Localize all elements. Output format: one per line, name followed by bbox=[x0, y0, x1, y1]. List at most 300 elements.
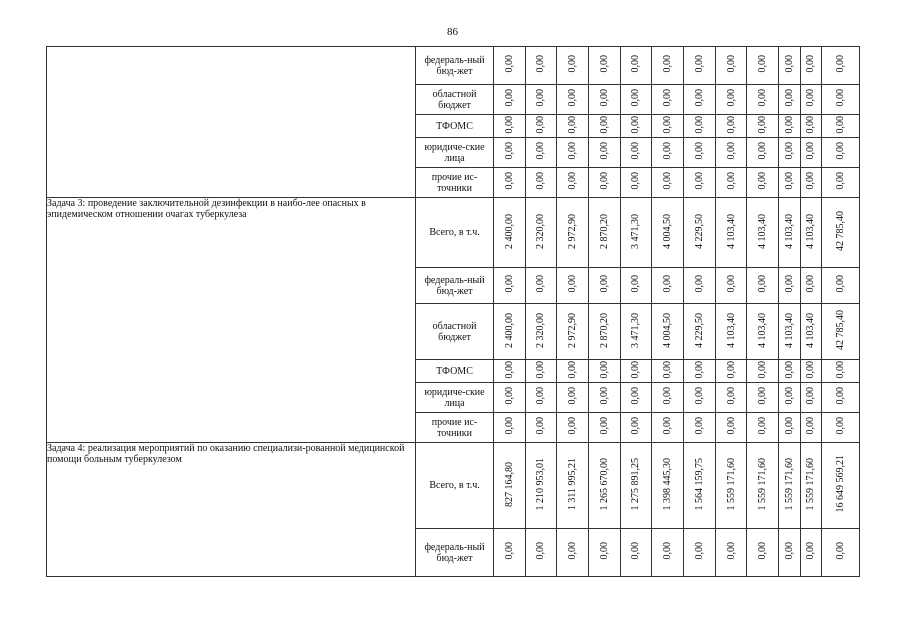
amount-cell bbox=[800, 47, 821, 85]
funding-source: ТФОМС bbox=[416, 360, 494, 383]
amount-value: 0,00 bbox=[805, 275, 817, 293]
amount-cell bbox=[525, 360, 557, 383]
amount-value: 1 398 445,30 bbox=[662, 457, 674, 511]
amount-cell bbox=[588, 413, 620, 443]
amount-value: 0,00 bbox=[835, 115, 846, 134]
amount-value: 2 870,20 bbox=[598, 312, 610, 348]
funding-source: федераль-ный бюд-жет bbox=[416, 268, 494, 304]
amount-cell bbox=[779, 529, 800, 577]
amount-cell bbox=[822, 383, 860, 413]
budget-table-body bbox=[47, 47, 860, 577]
funding-source: областной бюджет bbox=[416, 304, 494, 360]
amount-cell bbox=[800, 443, 821, 529]
amount-cell bbox=[747, 115, 779, 138]
amount-value: 0,00 bbox=[630, 387, 642, 405]
amount-cell bbox=[747, 168, 779, 198]
amount-value: 0,00 bbox=[535, 115, 547, 134]
amount-value: 0,00 bbox=[835, 55, 846, 73]
funding-source: федераль-ный бюд-жет bbox=[416, 529, 494, 577]
amount-value: 1 311 995,21 bbox=[567, 457, 579, 511]
amount-cell bbox=[652, 413, 684, 443]
amount-cell bbox=[557, 304, 589, 360]
amount-cell bbox=[525, 304, 557, 360]
amount-value: 1 559 171,60 bbox=[725, 457, 737, 511]
amount-value: 0,00 bbox=[567, 89, 579, 107]
task-description bbox=[47, 47, 416, 198]
amount-cell bbox=[747, 138, 779, 168]
amount-value: 0,00 bbox=[630, 115, 642, 134]
amount-value: 0,00 bbox=[693, 142, 705, 160]
amount-cell bbox=[715, 443, 747, 529]
amount-cell bbox=[684, 529, 716, 577]
amount-value: 0,00 bbox=[725, 55, 737, 73]
amount-value: 0,00 bbox=[805, 142, 817, 160]
funding-source: Всего, в т.ч. bbox=[416, 443, 494, 529]
amount-cell bbox=[822, 168, 860, 198]
amount-cell bbox=[747, 198, 779, 268]
amount-value: 0,00 bbox=[835, 417, 846, 435]
amount-cell bbox=[588, 138, 620, 168]
amount-value: 0,00 bbox=[567, 55, 579, 73]
amount-value: 0,00 bbox=[535, 89, 547, 107]
amount-cell bbox=[822, 443, 860, 529]
amount-value: 0,00 bbox=[693, 387, 705, 405]
amount-value: 0,00 bbox=[662, 542, 674, 560]
amount-value: 0,00 bbox=[693, 417, 705, 435]
amount-value: 0,00 bbox=[598, 387, 610, 405]
funding-source: федераль-ный бюд-жет bbox=[416, 47, 494, 85]
amount-cell bbox=[620, 360, 652, 383]
amount-value: 0,00 bbox=[630, 142, 642, 160]
budget-table bbox=[46, 46, 860, 577]
amount-cell bbox=[525, 443, 557, 529]
amount-cell bbox=[779, 360, 800, 383]
amount-cell bbox=[747, 413, 779, 443]
amount-value: 0,00 bbox=[567, 387, 579, 405]
funding-source: Всего, в т.ч. bbox=[416, 198, 494, 268]
amount-cell bbox=[588, 168, 620, 198]
amount-cell bbox=[652, 443, 684, 529]
task-description: Задача 4: реализация мероприятий по оказанию специализи-рованной медицинской помощи больным туберкулезом bbox=[47, 443, 416, 577]
amount-cell bbox=[525, 413, 557, 443]
amount-value: 0,00 bbox=[662, 142, 674, 160]
funding-source: прочие ис-точники bbox=[416, 168, 494, 198]
amount-value: 0,00 bbox=[662, 360, 674, 379]
amount-value: 3 471,30 bbox=[630, 312, 642, 348]
amount-value: 3 471,30 bbox=[630, 213, 642, 249]
amount-cell bbox=[525, 383, 557, 413]
amount-cell bbox=[652, 168, 684, 198]
amount-cell bbox=[557, 268, 589, 304]
amount-cell bbox=[800, 85, 821, 115]
amount-value: 0,00 bbox=[835, 387, 846, 405]
amount-value: 0,00 bbox=[598, 142, 610, 160]
amount-cell bbox=[525, 115, 557, 138]
amount-value: 0,00 bbox=[693, 275, 705, 293]
amount-value: 1 210 953,01 bbox=[535, 457, 547, 511]
amount-value: 0,00 bbox=[503, 417, 515, 435]
amount-cell bbox=[822, 138, 860, 168]
amount-cell bbox=[525, 168, 557, 198]
amount-value: 0,00 bbox=[757, 542, 769, 560]
amount-value: 0,00 bbox=[835, 542, 846, 560]
amount-cell bbox=[800, 383, 821, 413]
amount-value: 0,00 bbox=[783, 387, 795, 405]
amount-value: 0,00 bbox=[535, 142, 547, 160]
amount-value: 0,00 bbox=[805, 89, 817, 107]
amount-value: 4 103,40 bbox=[725, 312, 737, 348]
amount-cell bbox=[525, 198, 557, 268]
table-row bbox=[47, 47, 860, 85]
amount-value: 0,00 bbox=[598, 115, 610, 134]
amount-value: 4 103,40 bbox=[757, 213, 769, 249]
amount-cell bbox=[652, 47, 684, 85]
amount-value: 2 400,00 bbox=[503, 312, 515, 348]
amount-cell bbox=[525, 529, 557, 577]
amount-value: 0,00 bbox=[693, 172, 705, 190]
amount-value: 0,00 bbox=[535, 542, 547, 560]
amount-cell bbox=[715, 383, 747, 413]
amount-cell bbox=[747, 47, 779, 85]
amount-cell bbox=[493, 413, 525, 443]
funding-source: областной бюджет bbox=[416, 85, 494, 115]
amount-value: 0,00 bbox=[725, 142, 737, 160]
amount-cell bbox=[747, 383, 779, 413]
funding-source: ТФОМС bbox=[416, 115, 494, 138]
amount-cell bbox=[588, 443, 620, 529]
amount-value: 0,00 bbox=[835, 142, 846, 160]
amount-value: 4 103,40 bbox=[757, 312, 769, 348]
amount-value: 0,00 bbox=[783, 360, 795, 379]
amount-cell bbox=[800, 198, 821, 268]
amount-cell bbox=[557, 360, 589, 383]
amount-value: 0,00 bbox=[693, 89, 705, 107]
amount-value: 0,00 bbox=[757, 387, 769, 405]
amount-value: 0,00 bbox=[783, 115, 795, 134]
amount-value: 0,00 bbox=[725, 542, 737, 560]
amount-cell bbox=[620, 47, 652, 85]
amount-value: 0,00 bbox=[783, 172, 795, 190]
amount-value: 0,00 bbox=[757, 115, 769, 134]
amount-value: 0,00 bbox=[503, 387, 515, 405]
amount-cell bbox=[822, 304, 860, 360]
amount-cell bbox=[800, 360, 821, 383]
amount-cell bbox=[493, 138, 525, 168]
amount-cell bbox=[652, 115, 684, 138]
amount-value: 4 004,50 bbox=[662, 312, 674, 348]
amount-cell bbox=[779, 115, 800, 138]
amount-cell bbox=[747, 304, 779, 360]
amount-cell bbox=[822, 47, 860, 85]
amount-value: 0,00 bbox=[662, 115, 674, 134]
amount-value: 0,00 bbox=[725, 360, 737, 379]
amount-cell bbox=[747, 360, 779, 383]
amount-value: 0,00 bbox=[567, 172, 579, 190]
amount-cell bbox=[779, 138, 800, 168]
amount-cell bbox=[822, 198, 860, 268]
amount-value: 0,00 bbox=[662, 172, 674, 190]
amount-value: 0,00 bbox=[783, 417, 795, 435]
amount-cell bbox=[800, 529, 821, 577]
amount-cell bbox=[525, 85, 557, 115]
amount-cell bbox=[779, 304, 800, 360]
amount-cell bbox=[684, 115, 716, 138]
amount-cell bbox=[822, 85, 860, 115]
amount-cell bbox=[684, 168, 716, 198]
amount-cell bbox=[557, 383, 589, 413]
amount-cell bbox=[822, 360, 860, 383]
amount-cell bbox=[557, 443, 589, 529]
amount-cell bbox=[779, 85, 800, 115]
amount-value: 0,00 bbox=[598, 275, 610, 293]
amount-cell bbox=[747, 529, 779, 577]
amount-value: 0,00 bbox=[567, 115, 579, 134]
amount-value: 0,00 bbox=[662, 275, 674, 293]
amount-value: 0,00 bbox=[598, 172, 610, 190]
amount-value: 0,00 bbox=[835, 89, 846, 107]
amount-cell bbox=[588, 383, 620, 413]
amount-cell bbox=[557, 529, 589, 577]
amount-value: 1 265 670,00 bbox=[598, 457, 610, 511]
amount-cell bbox=[588, 198, 620, 268]
amount-cell bbox=[557, 198, 589, 268]
amount-value: 0,00 bbox=[630, 417, 642, 435]
amount-value: 4 103,40 bbox=[783, 213, 795, 249]
amount-value: 0,00 bbox=[835, 360, 846, 379]
amount-value: 0,00 bbox=[725, 115, 737, 134]
amount-cell bbox=[800, 268, 821, 304]
amount-value: 827 164,80 bbox=[503, 461, 515, 507]
amount-value: 4 103,40 bbox=[725, 213, 737, 249]
amount-cell bbox=[588, 85, 620, 115]
amount-value: 0,00 bbox=[757, 417, 769, 435]
amount-cell bbox=[800, 304, 821, 360]
amount-value: 16 649 569,21 bbox=[835, 455, 846, 513]
amount-value: 0,00 bbox=[783, 542, 795, 560]
amount-value: 0,00 bbox=[805, 115, 817, 134]
amount-cell bbox=[684, 304, 716, 360]
amount-cell bbox=[715, 47, 747, 85]
amount-value: 0,00 bbox=[630, 542, 642, 560]
amount-cell bbox=[800, 168, 821, 198]
amount-value: 0,00 bbox=[567, 275, 579, 293]
amount-cell bbox=[715, 304, 747, 360]
amount-cell bbox=[652, 85, 684, 115]
amount-cell bbox=[684, 443, 716, 529]
amount-value: 0,00 bbox=[757, 142, 769, 160]
amount-cell bbox=[525, 47, 557, 85]
amount-cell bbox=[493, 443, 525, 529]
amount-value: 4 103,40 bbox=[805, 213, 817, 249]
amount-cell bbox=[620, 138, 652, 168]
amount-value: 0,00 bbox=[535, 360, 547, 379]
amount-cell bbox=[620, 443, 652, 529]
amount-value: 1 559 171,60 bbox=[783, 457, 795, 511]
amount-value: 1 559 171,60 bbox=[805, 457, 817, 511]
amount-value: 0,00 bbox=[567, 542, 579, 560]
amount-value: 0,00 bbox=[503, 115, 515, 134]
amount-cell bbox=[779, 198, 800, 268]
amount-cell bbox=[525, 268, 557, 304]
amount-cell bbox=[715, 268, 747, 304]
amount-value: 0,00 bbox=[805, 172, 817, 190]
amount-cell bbox=[800, 413, 821, 443]
amount-cell bbox=[588, 268, 620, 304]
amount-value: 0,00 bbox=[725, 89, 737, 107]
amount-value: 0,00 bbox=[757, 360, 769, 379]
amount-value: 0,00 bbox=[630, 275, 642, 293]
amount-cell bbox=[493, 198, 525, 268]
amount-cell bbox=[493, 304, 525, 360]
amount-cell bbox=[588, 360, 620, 383]
amount-value: 0,00 bbox=[783, 142, 795, 160]
amount-cell bbox=[652, 198, 684, 268]
amount-value: 1 559 171,60 bbox=[757, 457, 769, 511]
amount-value: 0,00 bbox=[503, 275, 515, 293]
amount-cell bbox=[652, 138, 684, 168]
amount-value: 0,00 bbox=[567, 142, 579, 160]
amount-value: 0,00 bbox=[662, 89, 674, 107]
amount-cell bbox=[800, 138, 821, 168]
amount-value: 4 103,40 bbox=[805, 312, 817, 348]
amount-cell bbox=[620, 115, 652, 138]
amount-cell bbox=[747, 443, 779, 529]
amount-value: 0,00 bbox=[567, 360, 579, 379]
amount-value: 42 785,40 bbox=[835, 211, 846, 251]
amount-value: 0,00 bbox=[783, 55, 795, 73]
amount-value: 0,00 bbox=[662, 417, 674, 435]
amount-cell bbox=[493, 268, 525, 304]
amount-value: 1 564 159,75 bbox=[693, 457, 705, 511]
amount-cell bbox=[588, 529, 620, 577]
amount-cell bbox=[747, 268, 779, 304]
amount-value: 0,00 bbox=[598, 417, 610, 435]
amount-cell bbox=[684, 413, 716, 443]
funding-source: юридиче-ские лица bbox=[416, 138, 494, 168]
amount-value: 0,00 bbox=[598, 542, 610, 560]
amount-value: 0,00 bbox=[725, 275, 737, 293]
amount-value: 0,00 bbox=[630, 89, 642, 107]
funding-source: юридиче-ские лица bbox=[416, 383, 494, 413]
amount-value: 4 229,50 bbox=[693, 213, 705, 249]
amount-cell bbox=[493, 168, 525, 198]
amount-value: 0,00 bbox=[535, 417, 547, 435]
amount-cell bbox=[493, 47, 525, 85]
amount-cell bbox=[715, 168, 747, 198]
amount-value: 0,00 bbox=[693, 542, 705, 560]
amount-cell bbox=[620, 413, 652, 443]
amount-cell bbox=[779, 47, 800, 85]
amount-value: 0,00 bbox=[535, 275, 547, 293]
amount-value: 1 275 891,25 bbox=[630, 457, 642, 511]
amount-value: 0,00 bbox=[598, 55, 610, 73]
amount-value: 0,00 bbox=[805, 360, 817, 379]
amount-value: 0,00 bbox=[725, 387, 737, 405]
amount-cell bbox=[715, 85, 747, 115]
amount-cell bbox=[747, 85, 779, 115]
table-row bbox=[47, 198, 860, 268]
amount-value: 0,00 bbox=[630, 360, 642, 379]
amount-value: 0,00 bbox=[630, 55, 642, 73]
amount-cell bbox=[684, 198, 716, 268]
amount-value: 0,00 bbox=[805, 387, 817, 405]
funding-source: прочие ис-точники bbox=[416, 413, 494, 443]
amount-cell bbox=[715, 360, 747, 383]
amount-cell bbox=[620, 198, 652, 268]
amount-cell bbox=[557, 168, 589, 198]
amount-cell bbox=[800, 115, 821, 138]
amount-value: 0,00 bbox=[757, 89, 769, 107]
amount-value: 0,00 bbox=[693, 115, 705, 134]
page-number: 86 bbox=[447, 26, 458, 38]
amount-value: 0,00 bbox=[805, 417, 817, 435]
table-row bbox=[47, 443, 860, 529]
amount-cell bbox=[652, 529, 684, 577]
amount-value: 0,00 bbox=[835, 275, 846, 293]
amount-cell bbox=[715, 413, 747, 443]
amount-cell bbox=[779, 268, 800, 304]
amount-value: 0,00 bbox=[535, 387, 547, 405]
amount-value: 2 972,90 bbox=[567, 213, 579, 249]
amount-cell bbox=[652, 268, 684, 304]
amount-value: 0,00 bbox=[535, 55, 547, 73]
amount-value: 0,00 bbox=[567, 417, 579, 435]
amount-cell bbox=[493, 85, 525, 115]
amount-cell bbox=[684, 383, 716, 413]
amount-cell bbox=[557, 413, 589, 443]
amount-cell bbox=[588, 115, 620, 138]
amount-cell bbox=[684, 360, 716, 383]
amount-value: 0,00 bbox=[503, 360, 515, 379]
amount-value: 0,00 bbox=[503, 89, 515, 107]
amount-value: 0,00 bbox=[757, 172, 769, 190]
amount-cell bbox=[684, 138, 716, 168]
amount-cell bbox=[822, 529, 860, 577]
amount-value: 4 103,40 bbox=[783, 312, 795, 348]
amount-value: 0,00 bbox=[805, 542, 817, 560]
amount-cell bbox=[822, 413, 860, 443]
amount-cell bbox=[493, 383, 525, 413]
amount-value: 4 004,50 bbox=[662, 213, 674, 249]
amount-cell bbox=[557, 138, 589, 168]
amount-cell bbox=[557, 115, 589, 138]
amount-value: 0,00 bbox=[503, 172, 515, 190]
amount-cell bbox=[715, 138, 747, 168]
amount-cell bbox=[684, 47, 716, 85]
amount-value: 0,00 bbox=[598, 360, 610, 379]
amount-cell bbox=[557, 47, 589, 85]
amount-value: 0,00 bbox=[598, 89, 610, 107]
amount-value: 0,00 bbox=[805, 55, 817, 73]
amount-value: 42 785,40 bbox=[835, 310, 846, 350]
amount-value: 0,00 bbox=[662, 55, 674, 73]
amount-cell bbox=[779, 413, 800, 443]
task-description: Задача 3: проведение заключительной дезинфекции в наибо-лее опасных в эпидемическом отношении очагах туберкулеза bbox=[47, 198, 416, 443]
amount-value: 0,00 bbox=[535, 172, 547, 190]
amount-cell bbox=[779, 443, 800, 529]
amount-value: 2 972,90 bbox=[567, 312, 579, 348]
amount-value: 0,00 bbox=[783, 89, 795, 107]
amount-cell bbox=[588, 47, 620, 85]
amount-value: 0,00 bbox=[757, 275, 769, 293]
amount-cell bbox=[715, 529, 747, 577]
amount-value: 0,00 bbox=[503, 542, 515, 560]
amount-cell bbox=[620, 529, 652, 577]
amount-cell bbox=[652, 383, 684, 413]
amount-cell bbox=[684, 268, 716, 304]
amount-cell bbox=[620, 383, 652, 413]
amount-value: 0,00 bbox=[693, 55, 705, 73]
